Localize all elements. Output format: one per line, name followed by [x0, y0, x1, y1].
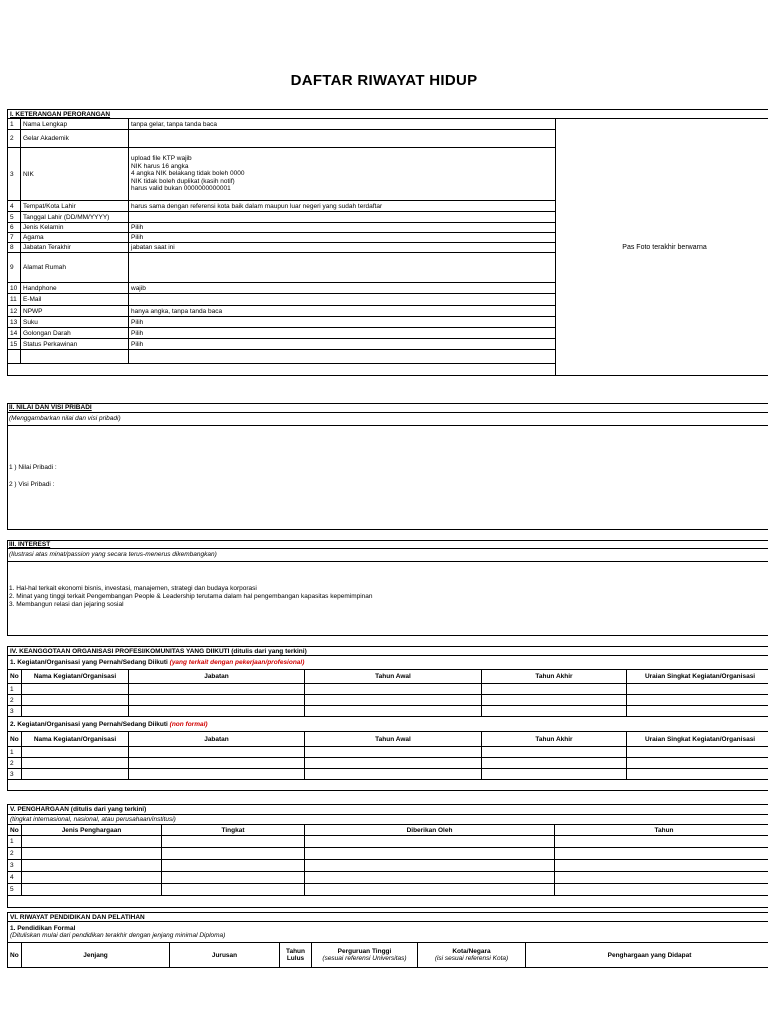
row-number: 5 — [8, 884, 22, 896]
table-cell[interactable] — [129, 758, 305, 769]
field-label: Jenis Kelamin — [21, 223, 129, 233]
col-header: Jenis Penghargaan — [22, 825, 162, 836]
education-note: (Dituliskan mulai dari pendidikan terakhir dengan jenjang minimal Diploma) — [10, 932, 226, 939]
row-number: 12 — [8, 306, 21, 317]
col-header: Jurusan — [170, 943, 280, 968]
row-number: 4 — [8, 872, 22, 884]
page-title: DAFTAR RIWAYAT HIDUP — [290, 72, 478, 89]
table-cell[interactable] — [129, 747, 305, 758]
education-subsection — [8, 922, 768, 943]
col-header: No — [8, 670, 22, 684]
table-cell[interactable] — [162, 872, 305, 884]
field-label: Suku — [21, 317, 129, 328]
education-subtitle: 1. Pendidikan Formal — [10, 924, 76, 932]
table-cell[interactable] — [22, 860, 162, 872]
row-number: 10 — [8, 283, 21, 294]
section-header-organization: IV. KEANGGOTAAN ORGANISASI PROFESI/KOMUNITAS YANG DIIKUTI (ditulis dari yang terkini) — [8, 647, 768, 656]
table-cell[interactable] — [555, 836, 768, 848]
table-cell[interactable] — [482, 769, 627, 780]
col-header: Jabatan — [129, 732, 305, 747]
col-header: Jabatan — [129, 670, 305, 684]
photo-label: Pas Foto terakhir berwarna — [622, 243, 707, 251]
section-header-education: VI. RIWAYAT PENDIDIKAN DAN PELATIHAN — [8, 913, 768, 922]
interest-item: 3. Membangun relasi dan jejaring sosial — [9, 601, 124, 608]
table-cell[interactable] — [22, 884, 162, 896]
field-value[interactable]: Pilih — [129, 339, 556, 350]
row-number: 2 — [8, 130, 21, 148]
table-cell[interactable] — [305, 848, 555, 860]
org-subsection-nonformal: 2. Kegiatan/Organisasi yang Pernah/Sedang Diikuti (non formal) — [8, 717, 768, 732]
field-value[interactable] — [129, 253, 556, 283]
table-cell[interactable] — [305, 747, 482, 758]
table-cell[interactable] — [305, 758, 482, 769]
section-header-interest: III. INTEREST — [8, 541, 768, 549]
field-label: Alamat Rumah — [21, 253, 129, 283]
field-value[interactable]: Pilih — [129, 328, 556, 339]
table-cell[interactable] — [305, 706, 482, 717]
red-note: (non formal) — [169, 720, 208, 728]
col-header: No — [8, 732, 22, 747]
field-value[interactable]: harus sama dengan referensi kota baik dalam maupun luar negeri yang sudah terdaftar — [129, 201, 556, 212]
table-cell[interactable] — [555, 872, 768, 884]
table-cell[interactable] — [22, 758, 129, 769]
col-header: Tahun — [555, 825, 768, 836]
table-cell[interactable] — [162, 836, 305, 848]
row-number: 5 — [8, 212, 21, 223]
row-number: 3 — [8, 860, 22, 872]
field-value[interactable] — [129, 130, 556, 148]
table-cell[interactable] — [162, 860, 305, 872]
row-number: 15 — [8, 339, 21, 350]
table-cell[interactable] — [482, 747, 627, 758]
nik-note: harus valid bukan 0000000000001 — [131, 185, 231, 193]
table-cell[interactable] — [555, 860, 768, 872]
field-label: Jabatan Terakhir — [21, 243, 129, 253]
interest-list[interactable] — [9, 585, 373, 609]
col-header: Penghargaan yang Didapat — [526, 943, 768, 968]
table-cell[interactable] — [22, 695, 129, 706]
row-number: 8 — [8, 243, 21, 253]
row-number: 1 — [8, 684, 22, 695]
row-number: 9 — [8, 253, 21, 283]
row-number: 1 — [8, 836, 22, 848]
table-cell[interactable] — [305, 836, 555, 848]
field-label: Golongan Darah — [21, 328, 129, 339]
row-number: 2 — [8, 758, 22, 769]
values-vision-section — [7, 403, 768, 530]
row-number: 4 — [8, 201, 21, 212]
education-table — [7, 912, 768, 968]
col-header: Tahun Lulus — [280, 943, 312, 968]
table-cell[interactable] — [627, 769, 768, 780]
field-label: Agama — [21, 233, 129, 243]
field-label: Gelar Akademik — [21, 130, 129, 148]
col-header: Uraian Singkat Kegiatan/Organisasi — [627, 670, 768, 684]
table-cell[interactable] — [162, 884, 305, 896]
row-number: 6 — [8, 223, 21, 233]
col-header: Tahun Akhir — [482, 670, 627, 684]
field-label: E-Mail — [21, 294, 129, 306]
field-value[interactable]: Pilih — [129, 317, 556, 328]
table-cell[interactable] — [482, 695, 627, 706]
section-subtitle: (tingkat internasional, nasional, atau perusahaan/institusi) — [8, 815, 768, 825]
row-number: 11 — [8, 294, 21, 306]
section-header-personal: I. KETERANGAN PERORANGAN — [8, 110, 768, 119]
table-cell[interactable] — [555, 848, 768, 860]
table-cell[interactable] — [22, 747, 129, 758]
row-number: 1 — [8, 747, 22, 758]
table-cell[interactable] — [482, 758, 627, 769]
col-header: Perguruan Tinggi (sesuai referensi Universitas) — [312, 943, 418, 968]
interest-item: 2. Minat yang tinggi terkait Pengembangan People & Leadership terutama dalam hal pengembangan kapasitas kepemimpinan — [9, 593, 373, 600]
field-label: Handphone — [21, 283, 129, 294]
col-header: Tahun Akhir — [482, 732, 627, 747]
interest-section — [7, 540, 768, 636]
col-header: Jenjang — [22, 943, 170, 968]
row-number: 13 — [8, 317, 21, 328]
table-cell[interactable] — [162, 848, 305, 860]
table-cell[interactable] — [22, 684, 129, 695]
col-header: Diberikan Oleh — [305, 825, 555, 836]
field-label: Tanggal Lahir (DD/MM/YYYY) — [21, 212, 129, 223]
table-cell[interactable] — [22, 848, 162, 860]
col-header: No — [8, 825, 22, 836]
table-cell[interactable] — [129, 706, 305, 717]
interest-item: 1. Hal-hal terkait ekonomi bisnis, investasi, manajemen, strategi dan budaya korporasi — [9, 585, 257, 592]
field-value[interactable]: hanya angka, tanpa tanda baca — [129, 306, 556, 317]
section-subtitle: (Ilustrasi atas minat/passion yang secara terus-menerus dikembangkan) — [8, 549, 768, 562]
table-cell[interactable] — [129, 695, 305, 706]
field-value[interactable] — [129, 212, 556, 223]
section-header-awards: V. PENGHARGAAN (ditulis dari yang terkini) — [8, 805, 768, 815]
field-label: NPWP — [21, 306, 129, 317]
row-number: 2 — [8, 848, 22, 860]
row-number: 7 — [8, 233, 21, 243]
table-cell[interactable] — [22, 706, 129, 717]
table-cell[interactable] — [305, 684, 482, 695]
field-value[interactable]: wajib — [129, 283, 556, 294]
field-value-nik[interactable] — [129, 148, 556, 201]
section-header-values: II. NILAI DAN VISI PRIBADI — [8, 404, 768, 413]
field-label: Status Perkawinan — [21, 339, 129, 350]
table-cell[interactable] — [627, 695, 768, 706]
col-header: Tingkat — [162, 825, 305, 836]
field-value[interactable]: Pilih — [129, 233, 556, 243]
table-cell[interactable] — [482, 684, 627, 695]
personal-value-field[interactable]: 1 ) Nilai Pribadi : — [9, 464, 57, 471]
row-number: 1 — [8, 119, 21, 130]
photo-box[interactable] — [556, 119, 768, 376]
field-label: Tempat/Kota Lahir — [21, 201, 129, 212]
field-value[interactable] — [129, 294, 556, 306]
table-cell[interactable] — [627, 758, 768, 769]
row-number: 2 — [8, 695, 22, 706]
personal-vision-field[interactable]: 2 ) Visi Pribadi : — [9, 481, 55, 488]
table-cell[interactable] — [22, 836, 162, 848]
nik-note: NIK harus 16 angka — [131, 162, 189, 170]
row-number: 3 — [8, 706, 22, 717]
field-value[interactable]: Pilih — [129, 223, 556, 233]
table-cell[interactable] — [129, 684, 305, 695]
table-cell[interactable] — [555, 884, 768, 896]
col-header: Nama Kegiatan/Organisasi — [22, 732, 129, 747]
table-cell[interactable] — [627, 684, 768, 695]
table-cell[interactable] — [305, 695, 482, 706]
field-value[interactable]: tanpa gelar, tanpa tanda baca — [129, 119, 556, 130]
personal-info-table — [7, 109, 768, 376]
col-header: Kota/Negara (isi sesuai referensi Kota) — [418, 943, 526, 968]
table-cell[interactable] — [627, 747, 768, 758]
col-header: Nama Kegiatan/Organisasi — [22, 670, 129, 684]
awards-table — [7, 804, 768, 908]
table-cell[interactable] — [305, 769, 482, 780]
section-subtitle: (Menggambarkan nilai dan visi pribadi) — [8, 413, 768, 426]
col-header: Uraian Singkat Kegiatan/Organisasi — [627, 732, 768, 747]
col-header: No — [8, 943, 22, 968]
red-note: (yang terkait dengan pekerjaan/profesional) — [169, 659, 305, 666]
row-number: 3 — [8, 148, 21, 201]
table-cell[interactable] — [305, 884, 555, 896]
row-number: 3 — [8, 769, 22, 780]
table-cell[interactable] — [627, 706, 768, 717]
row-number: 14 — [8, 328, 21, 339]
nik-note: 4 angka NIK belakang tidak boleh 0000 — [131, 170, 245, 178]
organization-table — [7, 646, 768, 791]
field-label: Nama Lengkap — [21, 119, 129, 130]
nik-note: NIK tidak boleh duplikat (kasih notif) — [131, 177, 235, 185]
nik-note: upload file KTP wajib — [131, 155, 192, 163]
table-cell[interactable] — [22, 769, 129, 780]
org-subsection-professional: 1. Kegiatan/Organisasi yang Pernah/Sedang Diikuti (yang terkait dengan pekerjaan/profesional) — [8, 656, 768, 670]
field-value[interactable]: jabatan saat ini — [129, 243, 556, 253]
table-cell[interactable] — [305, 860, 555, 872]
table-cell[interactable] — [129, 769, 305, 780]
table-cell[interactable] — [22, 872, 162, 884]
col-header: Tahun Awal — [305, 670, 482, 684]
table-cell[interactable] — [305, 872, 555, 884]
col-header: Tahun Awal — [305, 732, 482, 747]
table-cell[interactable] — [482, 706, 627, 717]
field-label: NIK — [21, 148, 129, 201]
